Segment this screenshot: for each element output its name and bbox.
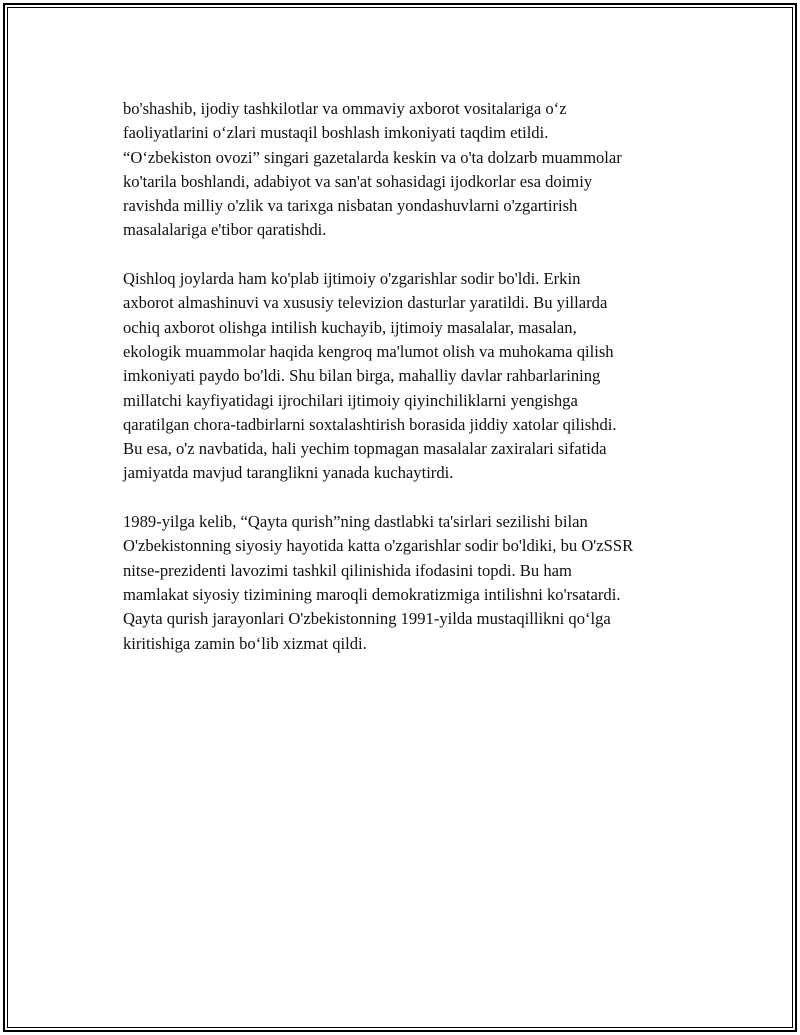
document-body bbox=[123, 97, 703, 680]
paragraph-line: O'zbekistonning siyosiy hayotida katta o'zgarishlar sodir bo'ldiki, bu O'zSSR bbox=[123, 536, 634, 556]
paragraph-line: qaratilgan chora-tadbirlarni soxtalashtirish borasida jiddiy xatolar qilishdi. bbox=[123, 414, 617, 434]
paragraph-line: ekologik muammolar haqida kengroq ma'lumot olish va muhokama qilish bbox=[123, 341, 614, 361]
paragraph-line: Bu esa, o'z navbatida, hali yechim topmagan masalalar zaxiralari sifatida bbox=[123, 439, 607, 459]
paragraph-line: faoliyatlarini o‘zlari mustaqil boshlash imkoniyati taqdim etildi. bbox=[123, 123, 549, 143]
paragraph-line: jamiyatda mavjud taranglikni yanada kuchaytirdi. bbox=[123, 463, 454, 483]
paragraph-line: millatchi kayfiyatidagi ijrochilari ijtimoiy qiyinchiliklarni yengishga bbox=[123, 390, 578, 410]
paragraph-2 bbox=[123, 267, 703, 486]
paragraph-line: kiritishiga zamin bo‘lib xizmat qildi. bbox=[123, 633, 367, 653]
paragraph-line: ko'tarila boshlandi, adabiyot va san'at sohasidagi ijodkorlar esa doimiy bbox=[123, 171, 593, 191]
paragraph-line: masalalariga e'tibor qaratishdi. bbox=[123, 220, 327, 240]
paragraph-1 bbox=[123, 97, 703, 243]
paragraph-line: ochiq axborot olishga intilish kuchayib, ijtimoiy masalalar, masalan, bbox=[123, 317, 577, 337]
paragraph-line: “O‘zbekiston ovozi” singari gazetalarda keskin va o'ta dolzarb muammolar bbox=[123, 147, 622, 167]
paragraph-line: Qishloq joylarda ham ko'plab ijtimoiy o'zgarishlar sodir bo'ldi. Erkin bbox=[123, 269, 581, 289]
paragraph-line: bo'shashib, ijodiy tashkilotlar va ommaviy axborot vositalariga o‘z bbox=[123, 99, 567, 118]
paragraph-line: Qayta qurish jarayonlari O'zbekistonning 1991-yilda mustaqillikni qo‘lga bbox=[123, 609, 611, 629]
paragraph-line: nitse-prezidenti lavozimi tashkil qilinishida ifodasini topdi. Bu ham bbox=[123, 560, 572, 580]
paragraph-line: 1989-yilga kelib, “Qayta qurish”ning dastlabki ta'sirlari sezilishi bilan bbox=[123, 512, 588, 532]
page-border bbox=[3, 3, 797, 1032]
paragraph-line: mamlakat siyosiy tizimining maroqli demokratizmiga intilishni ko'rsatardi. bbox=[123, 584, 621, 604]
paragraph-line: imkoniyati paydo bo'ldi. Shu bilan birga, mahalliy davlar rahbarlarining bbox=[123, 366, 601, 386]
paragraph-3 bbox=[123, 510, 703, 656]
paragraph-line: axborot almashinuvi va xususiy televizion dasturlar yaratildi. Bu yillarda bbox=[123, 293, 608, 313]
paragraph-line: ravishda milliy o'zlik va tarixga nisbatan yondashuvlarni o'zgartirish bbox=[123, 196, 578, 216]
